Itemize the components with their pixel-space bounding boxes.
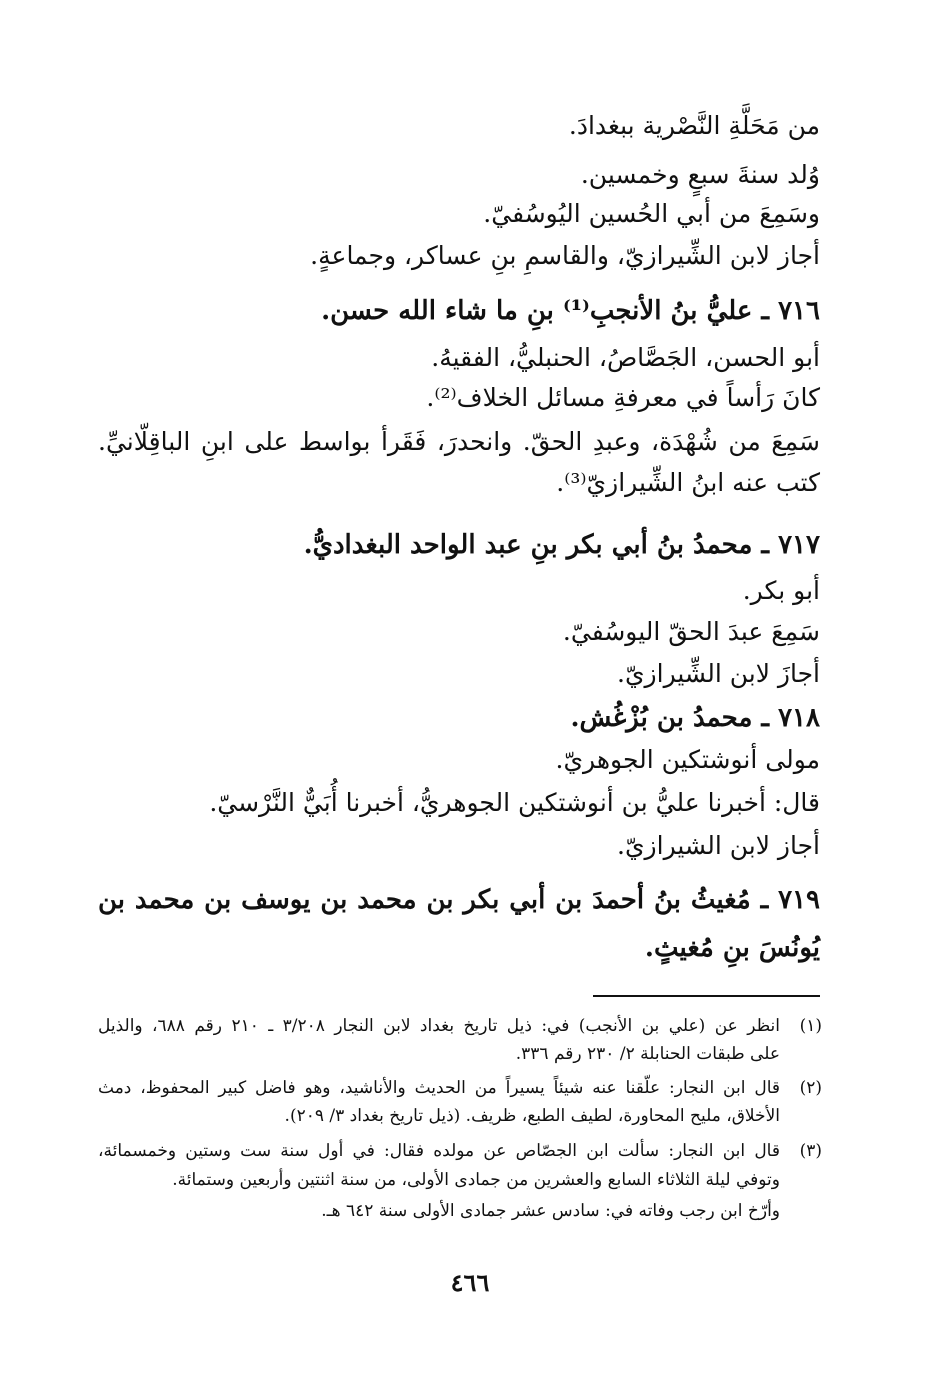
text-line: أبو بكر.: [742, 576, 820, 605]
text-line: مولى أنوشتكين الجوهريّ.: [555, 745, 820, 774]
page-number: ٤٦٦: [450, 1268, 490, 1297]
text-line: أجازَ لابن الشِّيرازيّ.: [617, 659, 820, 688]
footnote-separator: [593, 995, 820, 997]
footnote-number: (٣): [799, 1141, 822, 1161]
text-line: من مَحَلَّةِ النَّصْرية ببغدادَ.: [568, 111, 820, 140]
entry-heading-719-continued: يُونُسَ بنِ مُغيثٍ.: [644, 933, 820, 963]
footnote-line: على طبقات الحنابلة ٢/ ٢٣٠ رقم ٣٣٦.: [515, 1044, 780, 1064]
footnote-line: الأخلاق، مليح المحاورة، لطيف الطبع، ظريف. (ذيل تاريخ بغداد ٣/ ٢٠٩).: [284, 1106, 780, 1126]
entry-heading-718: ٧١٨ ـ محمدُ بن بُزْغُش.: [570, 703, 820, 733]
text-line: أبو الحسن، الجَصَّاصُ، الحنبليُّ، الفقيهُ.: [431, 343, 820, 372]
footnote-line: قال ابن النجار: سألت ابن الجصّاص عن مولده فقال: في أول سنة ست وستين وخمسمائة،: [98, 1141, 780, 1161]
text-line: أجاز لابن الشِّيرازيّ، والقاسمِ بنِ عساكر، وجماعةٍ.: [310, 241, 820, 270]
text-line: كانَ رَأساً في معرفةِ مسائل الخلاف⁽²⁾.: [426, 383, 820, 412]
footnote-line: وأرّخ ابن رجب وفاته في: سادس عشر جمادى الأولى سنة ٦٤٢ هـ.: [321, 1201, 780, 1221]
footnote-line: انظر عن (علي بن الأنجب) في: ذيل تاريخ بغداد لابن النجار ٣/٢٠٨ ـ ٢١٠ رقم ٦٨٨، والذيل: [98, 1016, 780, 1036]
footnote-line: قال ابن النجار: علّقنا عنه شيئاً يسيراً من الحديث والأناشيد، وهو فاضل كبير المحفوظ، دمث: [98, 1078, 780, 1098]
text-line: أجاز لابن الشيرازيّ.: [617, 831, 820, 860]
text-line: قال: أخبرنا عليُّ بن أنوشتكين الجوهريُّ، أخبرنا أُبَيٌّ النَّرْسيّ.: [209, 788, 820, 817]
entry-heading-719: ٧١٩ ـ مُغيثُ بنُ أحمدَ بن أبي بكر بن محمد بن يوسف بن محمد بن: [98, 885, 820, 915]
text-line: وُلد سنةَ سبعٍ وخمسين.: [580, 160, 820, 189]
text-line: كتب عنه ابنُ الشِّيرازيّ⁽³⁾.: [556, 468, 820, 497]
entry-heading-716: ٧١٦ ـ عليُّ بنُ الأنجبِ⁽¹⁾ بنِ ما شاء الله حسن.: [321, 296, 820, 326]
text-line: سَمِعَ من شُهْدَة، وعبدِ الحقّ. وانحدرَ، فَقَرأ بواسط على ابنِ الباقِلّانيِّ.: [98, 427, 820, 456]
footnote-line: وتوفي ليلة الثلاثاء السابع والعشرين من جمادى الأولى، من سنة اثنتين وأربعين وستمائة.: [172, 1170, 780, 1190]
footnote-number: (١): [799, 1016, 822, 1036]
entry-heading-717: ٧١٧ ـ محمدُ بنُ أبي بكر بنِ عبد الواحد البغداديُّ.: [303, 530, 820, 560]
text-line: وسَمِعَ من أبي الحُسين اليُوسُفيّ.: [483, 199, 820, 228]
text-line: سَمِعَ عبدَ الحقّ اليوسُفيّ.: [562, 617, 820, 646]
footnote-number: (٢): [799, 1078, 822, 1098]
